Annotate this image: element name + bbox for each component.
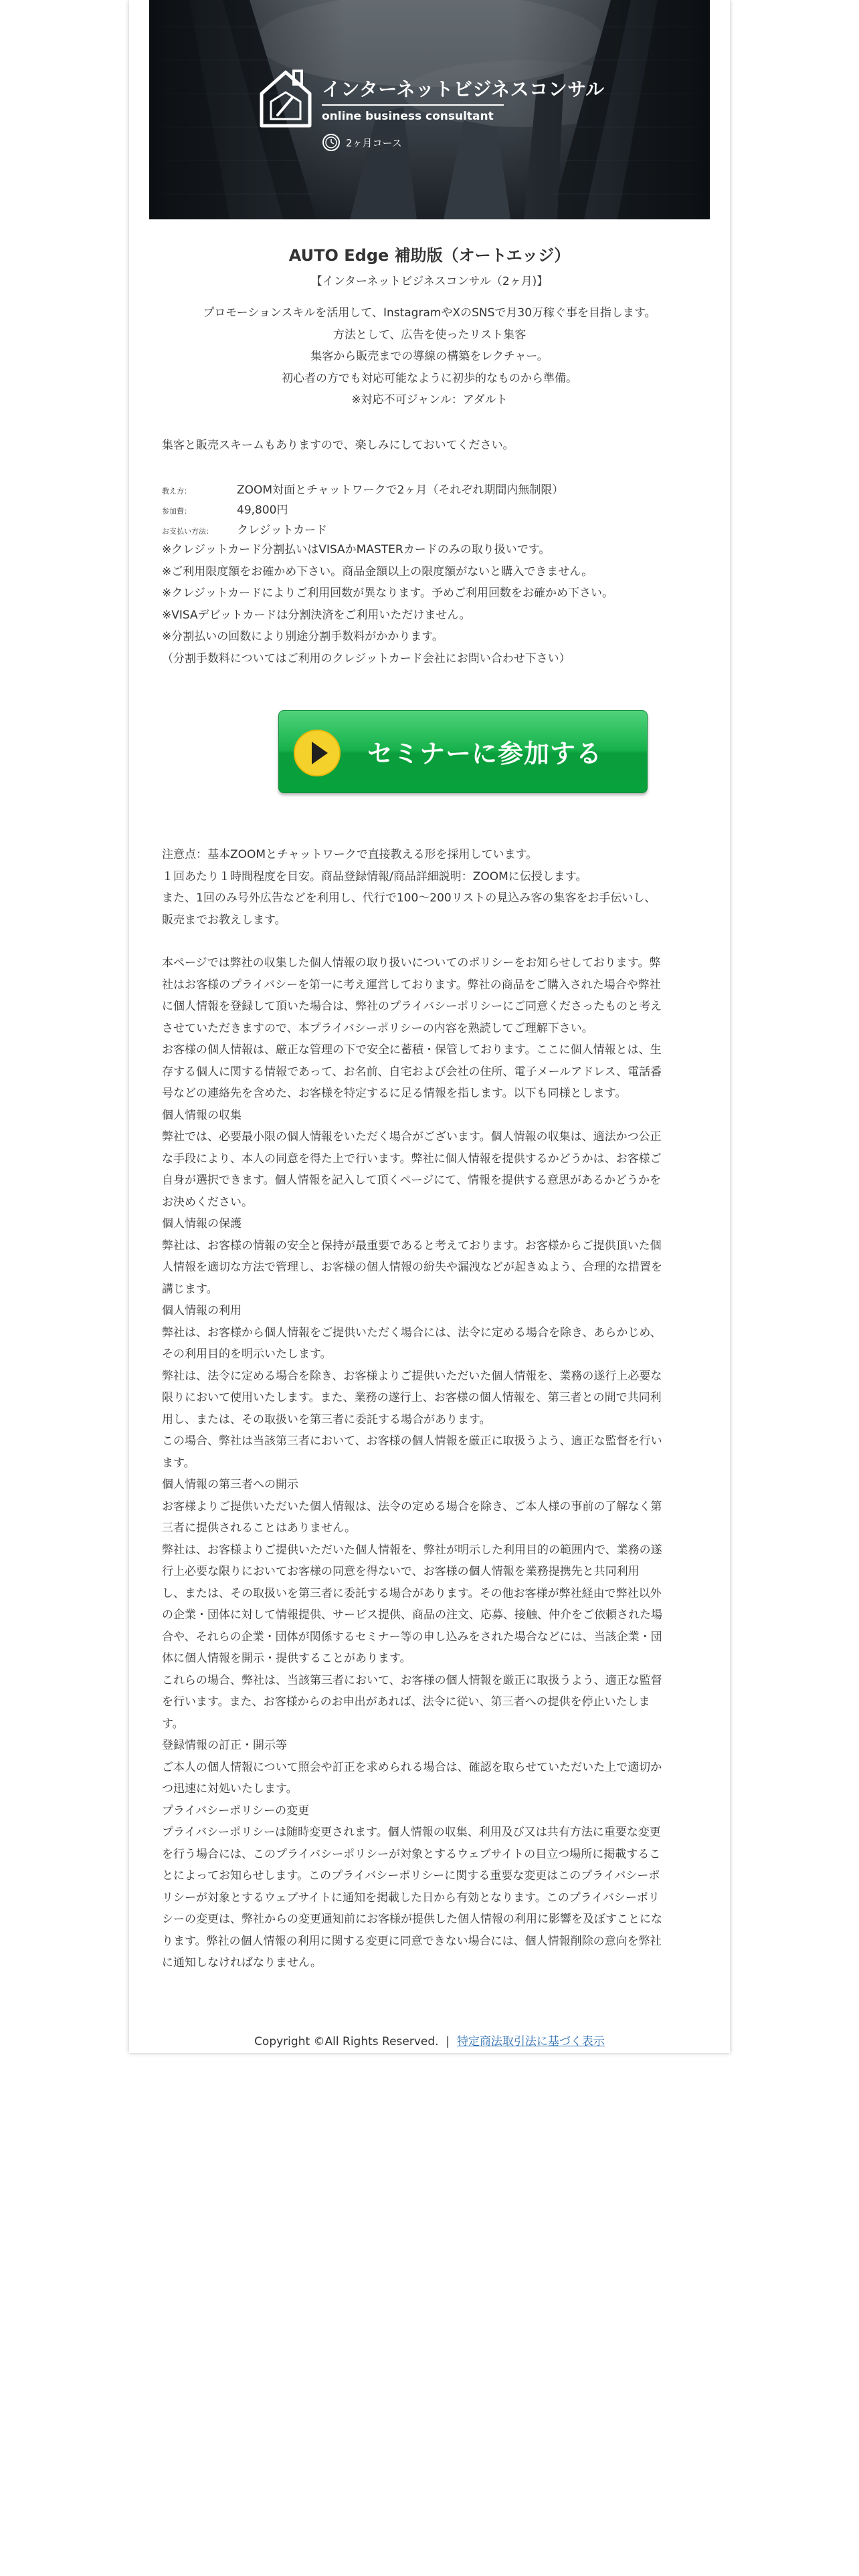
policy-line: 弊社は、法令に定める場合を除き、お客様よりご提供いただいた個人情報を、業務の遂行上必要な <box>162 1369 662 1383</box>
policy-line: し、または、その取扱いを第三者に委託する場合があります。その他お客様が弊社経由で弊社以外 <box>162 1586 662 1600</box>
hero-title: インターネットビジネスコンサル <box>322 78 605 100</box>
payment-note: ※分割払いの回数により別途分割手数料がかかります。 <box>162 630 444 643</box>
policy-line: 合や、それらの企業・団体が関係するセミナー等の申し込みをされた場合などには、当該企業・団 <box>162 1630 662 1644</box>
footer <box>0 2032 859 2048</box>
info-value: ZOOM対面とチャットワークで2ヶ月（それぞれ期間内無制限） <box>237 484 564 497</box>
hero-subtitle: online business consultant <box>322 110 494 123</box>
policy-line: お客様よりご提供いただいた個人情報は、法令の定める場合を除き、ご本人様の事前の了解なく第 <box>162 1499 662 1513</box>
legal-notice-link[interactable]: 特定商法取引法に基づく表示 <box>456 2035 605 2048</box>
product-subtitle: 【インターネットビジネスコンサル（2ヶ月)】 <box>310 275 549 288</box>
payment-note: ※VISAデビットカードは分割決済をご利用いただけません。 <box>162 608 471 622</box>
notes-block <box>162 844 697 931</box>
hero-divider <box>322 104 504 106</box>
product-title: AUTO Edge 補助版（オートエッジ） <box>288 246 571 265</box>
info-value: 49,800円 <box>237 504 288 517</box>
note-line: 注意点：基本ZOOMとチャットワークで直接教える形を採用しています。 <box>162 848 538 861</box>
payment-note: ※クレジットカードによりご利用回数が異なります。予めご利用回数をお確かめ下さい。 <box>162 586 613 600</box>
intro-line: プロモーションスキルを活用して、InstagramやXのSNSで月30万稼ぐ事を目指します。 <box>203 306 656 320</box>
join-seminar-button[interactable] <box>278 710 648 793</box>
info-label: 教え方： <box>162 487 191 496</box>
page-card <box>129 0 730 2053</box>
policy-line: これらの場合、弊社は、当該第三者において、お客様の個人情報を厳正に取扱うよう、適正な監督 <box>162 1673 662 1687</box>
policy-line: ご本人の個人情報について照会や訂正を求められる場合は、確認を取らせていただいた上で適切か <box>162 1760 662 1774</box>
policy-line: 自身が選択できます。個人情報を記入して頂くページにて、情報を提供する意思があるかどうかを <box>162 1174 661 1187</box>
policy-line: 号などの連絡先を含めた、お客様を特定するに足る情報を指します。以下も同様とします。 <box>162 1087 627 1100</box>
scheme-note: 集客と販売スキームもありますので、楽しみにしておいてください。 <box>162 439 514 452</box>
payment-note: ※クレジットカード分割払いはVISAかMASTERカードのみの取り扱いです。 <box>162 543 551 556</box>
policy-line: 本ページでは弊社の収集した個人情報の取り扱いについてのポリシーをお知らせしております。弊 <box>162 956 661 970</box>
note-line: また、1回のみ号外広告などを利用し、代行で100〜200リストの見込み客の集客をお手伝いし、 <box>162 891 656 905</box>
intro-line: ※対応不可ジャンル：アダルト <box>351 393 508 407</box>
intro-line: 初心者の方でも対応可能なように初歩的なものから準備。 <box>282 371 577 385</box>
policy-line: に個人情報を登録して頂いた場合は、弊社のプライバシーポリシーにご同意くださったものと考え <box>162 1000 662 1013</box>
policy-line: の企業・団体に対して情報提供、サービス提供、商品の注文、応募、接触、仲介をご依頼された場 <box>162 1608 662 1622</box>
policy-line: その利用目的を明示いたします。 <box>162 1348 332 1361</box>
info-value: クレジットカード <box>237 524 328 537</box>
note-line: １回あたり１時間程度を目安。商品登録情報/商品詳細説明：ZOOMに伝授します。 <box>162 869 587 883</box>
policy-line: 存する個人に関する情報であって、お名前、自宅および会社の住所、電子メールアドレス、電話番 <box>162 1065 662 1079</box>
policy-line: つ迅速に対処いたします。 <box>162 1782 298 1796</box>
policy-line: 人情報を適切な方法で管理し、お客様の個人情報の紛失や漏洩などが起きぬよう、合理的な措置を <box>162 1261 662 1274</box>
hero-banner <box>149 0 710 219</box>
clock-icon <box>322 133 341 152</box>
policy-line: 弊社は、お客様よりご提供いただいた個人情報を、弊社が明示した利用目的の範囲内で、業務の遂 <box>162 1543 662 1557</box>
policy-line: とによってお知らせします。このプライバシーポリシーに関する重要な変更はこのプライバシーポ <box>162 1869 660 1883</box>
brand-block <box>258 66 605 159</box>
intro-line: 集客から販売までの導線の構築をレクチャー。 <box>310 350 549 363</box>
policy-heading: 個人情報の収集 <box>162 1108 242 1122</box>
product-intro <box>162 302 697 411</box>
policy-heading: プライバシーポリシーの変更 <box>162 1804 310 1818</box>
policy-line: な手段により、本人の同意を得た上で行います。弊社に個人情報を提供するかどうかは、お客様ご <box>162 1152 662 1166</box>
policy-line: 弊社では、必要最小限の個人情報をいただく場合がございます。個人情報の収集は、適法かつ公正 <box>162 1130 662 1144</box>
info-row-method <box>162 480 697 502</box>
policy-line: プライバシーポリシーは随時変更されます。個人情報の収集、利用及び又は共有方法に重要な変更 <box>162 1826 661 1839</box>
payment-note: ※ご利用限度額をお確かめ下さい。商品金額以上の限度額がないと購入できません。 <box>162 564 593 578</box>
policy-heading: 個人情報の保護 <box>162 1217 242 1230</box>
policy-line: 行上必要な限りにおいてお客様の同意を得ないで、お客様の個人情報を業務提携先と共同利用 <box>162 1565 640 1578</box>
policy-line: を行う場合には、このプライバシーポリシーが対象とするウェブサイトの目立つ場所に掲載するこ <box>162 1847 661 1861</box>
policy-line: に通知しなければなりません。 <box>162 1956 322 1969</box>
policy-line: させていただきますので、本プライバシーポリシーの内容を熟読してご理解下さい。 <box>162 1021 593 1035</box>
intro-line: 方法として、広告を使ったリスト集客 <box>332 328 527 342</box>
policy-heading: 登録情報の訂正・開示等 <box>162 1739 287 1752</box>
payment-notes <box>162 539 697 669</box>
policy-line: この場合、弊社は当該第三者において、お客様の個人情報を厳正に取扱うよう、適正な監督を行い <box>162 1434 662 1448</box>
policy-line: を行います。また、お客様からのお申出があれば、法令に従い、第三者への提供を停止いたしま <box>162 1695 650 1709</box>
policy-line: 弊社は、お客様から個人情報をご提供いただく場合には、法令に定める場合を除き、あらかじめ、 <box>162 1325 662 1339</box>
policy-line: 体に個人情報を開示・提供することがあります。 <box>162 1652 411 1665</box>
policy-line: ます。 <box>162 1456 195 1470</box>
policy-line: 講じます。 <box>162 1282 218 1296</box>
policy-line: ります。弊社の個人情報の利用に関する変更に同意できない場合には、個人情報削除の意向を弊社 <box>162 1934 662 1948</box>
course-badge <box>322 132 402 152</box>
info-row-fee <box>162 500 697 522</box>
policy-line: 限りにおいて使用いたします。また、業務の遂行上、お客様の個人情報を、第三者との間で共同利 <box>162 1391 662 1404</box>
house-logo-icon <box>258 67 314 131</box>
policy-heading: 個人情報の第三者への開示 <box>162 1478 298 1491</box>
policy-line: 社はお客様のプライバシーを第一に考え運営しております。弊社の商品をご購入された場合や弊社 <box>162 978 661 992</box>
payment-note: （分割手数料についてはご利用のクレジットカード会社にお問い合わせ下さい） <box>162 651 571 665</box>
policy-line: 用し、または、その取扱いを第三者に委託する場合があります。 <box>162 1412 491 1426</box>
note-line: 販売までお教えします。 <box>162 913 286 927</box>
play-icon <box>294 730 341 776</box>
info-label: 参加費： <box>162 507 191 516</box>
info-label: お支払い方法： <box>162 527 213 536</box>
policy-heading: 個人情報の利用 <box>162 1304 242 1317</box>
footer-separator: | <box>446 2035 450 2048</box>
policy-line: す。 <box>162 1717 184 1731</box>
policy-line: シーの変更は、弊社からの変更通知前にお客様が提供した個人情報の利用に影響を及ぼすことにな <box>162 1913 662 1926</box>
join-seminar-label: セミナーに参加する <box>367 739 603 768</box>
copyright-text: Copyright ©All Rights Reserved. <box>254 2035 439 2048</box>
policy-line: お客様の個人情報は、厳正な管理の下で安全に蓄積・保管しております。ここに個人情報とは、生 <box>162 1043 662 1057</box>
course-label: 2ヶ月コース <box>346 136 402 149</box>
policy-line: お決めください。 <box>162 1195 253 1209</box>
privacy-policy <box>162 952 697 1974</box>
policy-line: 弊社は、お客様の情報の安全と保持が最重要であると考えております。お客様からご提供頂いた個 <box>162 1239 662 1253</box>
policy-line: 三者に提供されることはありません。 <box>162 1521 357 1535</box>
policy-line: リシーが対象とするウェブサイトに通知を掲載した日から有効となります。このプライバシーポリ <box>162 1891 660 1905</box>
